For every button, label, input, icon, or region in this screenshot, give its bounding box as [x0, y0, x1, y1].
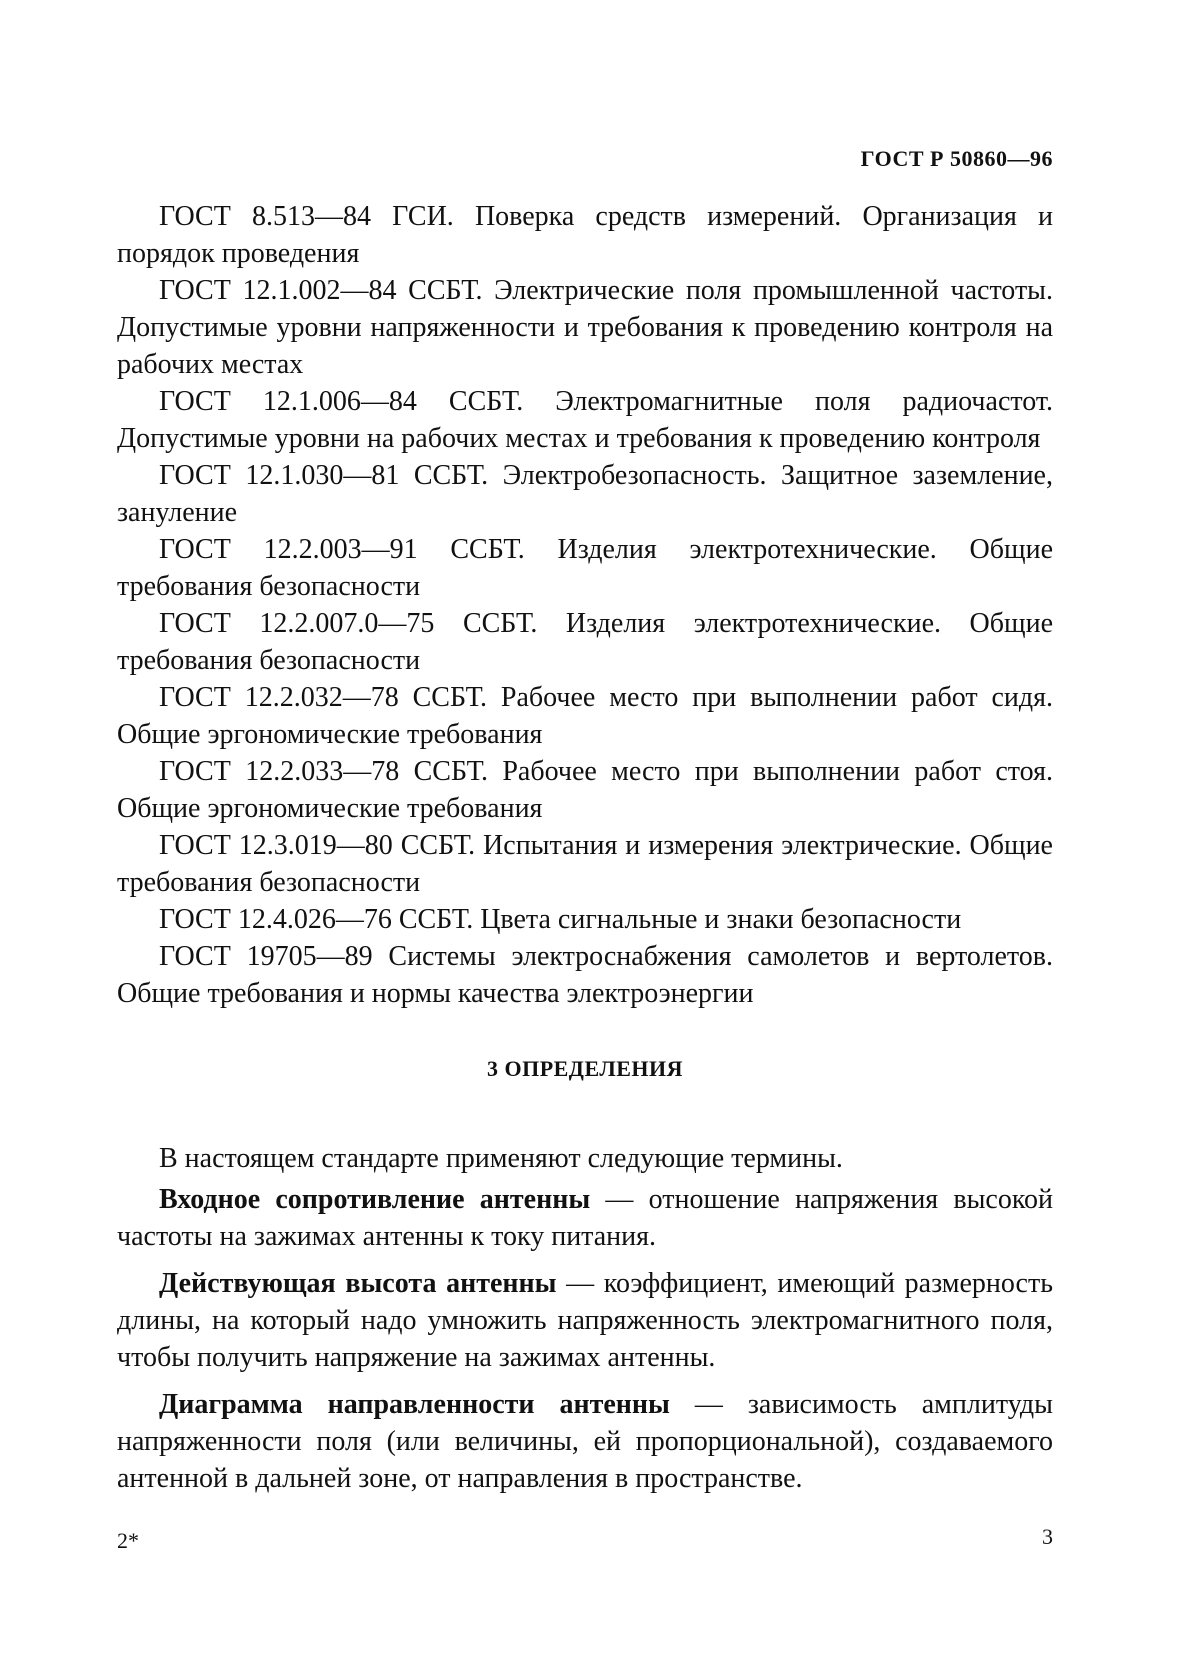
section-intro: В настоящем стандарте применяют следующие термины. [159, 1143, 843, 1174]
document-code-header: ГОСТ Р 50860—96 [860, 146, 1053, 171]
definition-item [117, 1181, 1053, 1255]
definition-item [117, 1386, 1053, 1497]
reference-item: ГОСТ 12.2.003—91 ССБТ. Изделия электротехнические. Общие требования безопасности [117, 534, 1053, 602]
definition-term: Диаграмма направленности антенны [159, 1389, 670, 1420]
page-number: 3 [1042, 1524, 1053, 1549]
definition-item [117, 1265, 1053, 1376]
reference-item: ГОСТ 8.513—84 ГСИ. Поверка средств измерений. Организация и порядок проведения [117, 201, 1053, 269]
reference-item: ГОСТ 12.1.030—81 ССБТ. Электробезопасность. Защитное заземление, зануление [117, 460, 1053, 528]
reference-item: ГОСТ 19705—89 Системы электроснабжения самолетов и вертолетов. Общие требования и нормы качества электроэнергии [117, 941, 1053, 1009]
normative-references-list [117, 198, 1053, 1012]
definition-text: — коэффициент, имеющий размерность длины, на который надо умножить напряженность электромагнитного поля, чтобы получить напряжение на зажимах антенны. [117, 1268, 1053, 1373]
reference-item: ГОСТ 12.2.032—78 ССБТ. Рабочее место при выполнении работ сидя. Общие эргономические требования [117, 682, 1053, 750]
reference-item: ГОСТ 12.2.033—78 ССБТ. Рабочее место при выполнении работ стоя. Общие эргономические требования [117, 756, 1053, 824]
definitions-section [117, 1140, 1053, 1497]
reference-item: ГОСТ 12.1.002—84 ССБТ. Электрические поля промышленной частоты. Допустимые уровни напряженности и требования к проведению контроля на рабочих местах [117, 275, 1053, 380]
signature-mark: 2* [117, 1528, 139, 1553]
section-title: 3 ОПРЕДЕЛЕНИЯ [486, 1056, 684, 1081]
reference-item: ГОСТ 12.2.007.0—75 ССБТ. Изделия электротехнические. Общие требования безопасности [117, 608, 1053, 676]
definition-text: — зависимость амплитуды напряженности поля (или величины, ей пропорциональной), создаваемого антенной в дальней зоне, от направления в пространстве. [117, 1389, 1053, 1494]
definition-text: — отношение напряжения высокой частоты на зажимах антенны к току питания. [117, 1184, 1053, 1252]
definition-term: Входное сопротивление антенны [159, 1184, 591, 1215]
reference-item: ГОСТ 12.1.006—84 ССБТ. Электромагнитные поля радиочастот. Допустимые уровни на рабочих местах и требования к проведению контроля [117, 386, 1053, 454]
document-body [117, 198, 1053, 1507]
reference-item: ГОСТ 12.3.019—80 ССБТ. Испытания и измерения электрические. Общие требования безопасности [117, 830, 1053, 898]
reference-item: ГОСТ 12.4.026—76 ССБТ. Цвета сигнальные и знаки безопасности [159, 904, 962, 935]
definition-term: Действующая высота антенны [159, 1268, 557, 1299]
